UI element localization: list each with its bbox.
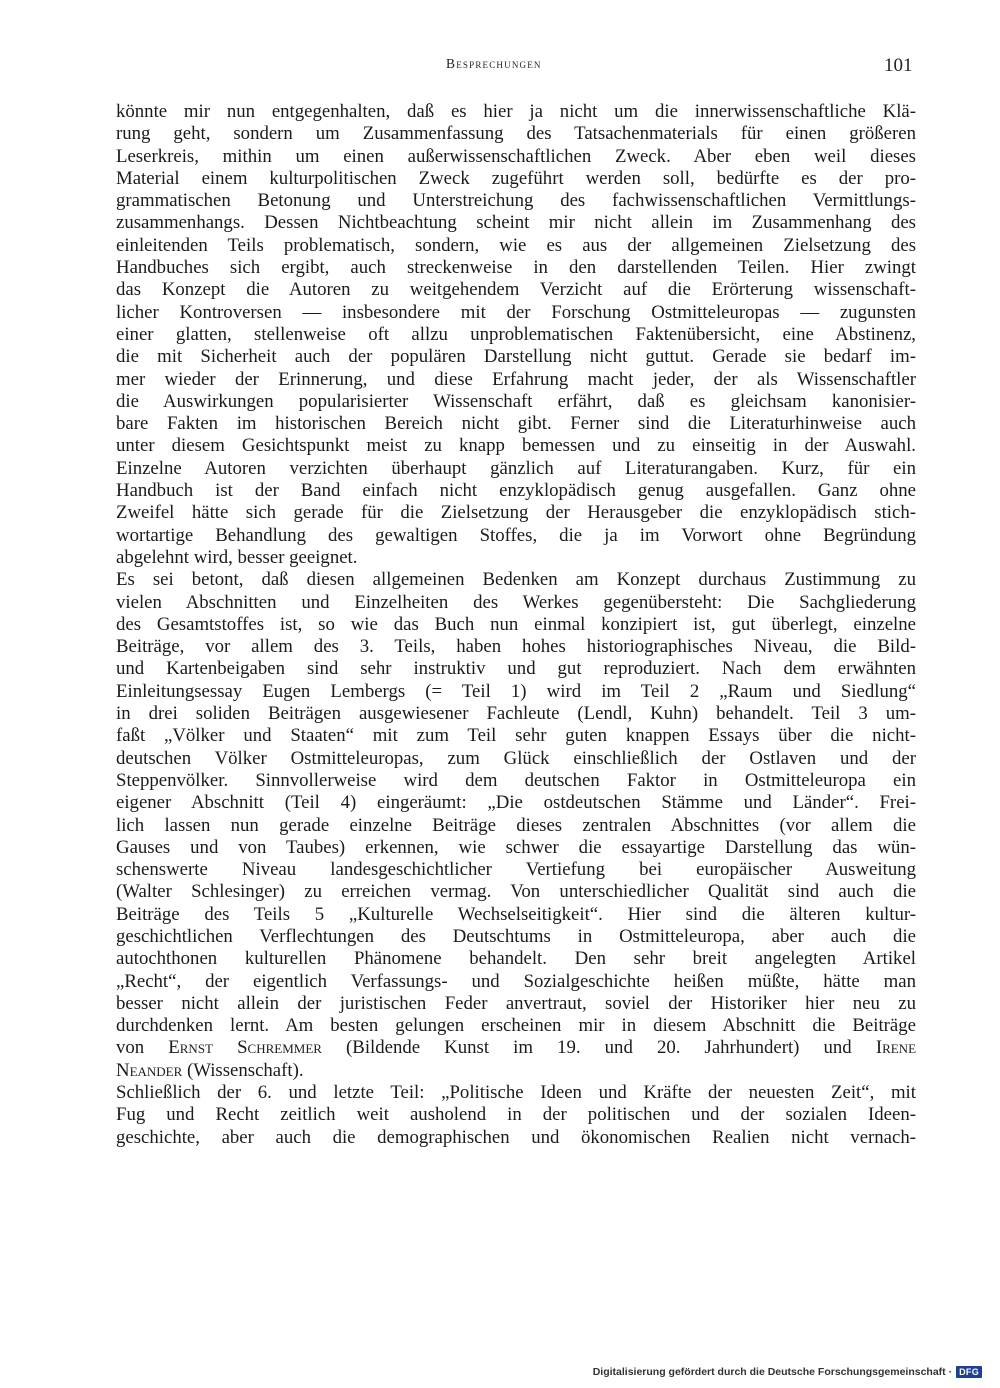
digitization-credit — [593, 1366, 982, 1378]
text-line: des Gesamtstoffes ist, so wie das Buch nun einmal konzipiert ist, gut überlegt, einzelne — [116, 613, 916, 635]
text-line: deutschen Völker Ostmitteleuropas, zum Glück einschließlich der Ostlaven und der — [116, 747, 916, 769]
text-line: die Auswirkungen popularisierter Wissenschaft erfährt, daß es gleichsam kanonisier- — [116, 390, 916, 412]
text-line: schenswerte Niveau landesgeschichtlicher Vertiefung bei europäischer Ausweitung — [116, 859, 916, 881]
text-line: Beiträge des Teils 5 „Kulturelle Wechselseitigkeit“. Hier sind die älteren kultur- — [116, 903, 916, 925]
text-line: Leserkreis, mithin um einen außerwissenschaftlichen Zweck. Aber eben weil dieses — [116, 145, 916, 167]
text-line: Beiträge, vor allem des 3. Teils, haben hohes historiographisches Niveau, die Bild- — [116, 636, 916, 658]
text-line: Einzelne Autoren verzichten überhaupt gänzlich auf Literaturangaben. Kurz, für ein — [116, 457, 916, 479]
text-line: bare Fakten im historischen Bereich nicht gibt. Ferner sind die Literaturhinweise auch — [116, 413, 916, 435]
text-line: zusammenhangs. Dessen Nichtbeachtung scheint mir nicht allein im Zusammenhang des — [116, 212, 916, 234]
text-line: könnte mir nun entgegenhalten, daß es hier ja nicht um die innerwissenschaftliche Klä- — [116, 101, 916, 122]
text-line: durchdenken lernt. Am besten gelungen erscheinen mir in diesem Abschnitt die Beiträge — [116, 1015, 916, 1037]
credit-text: Digitalisierung gefördert durch die Deutsche Forschungsgemeinschaft · — [592, 1366, 953, 1378]
running-head: Besprechungen — [446, 56, 542, 71]
text-line: die mit Sicherheit auch der populären Darstellung nicht guttut. Gerade sie bedarf im- — [116, 346, 916, 368]
text-line: das Konzept die Autoren zu weitgehendem Verzicht auf die Erörterung wissenschaft- — [116, 279, 916, 301]
author-name-neander-first: Irene — [875, 1037, 916, 1059]
text-line: besser nicht allein der juristischen Feder anvertraut, soviel der Historiker hier neu zu — [116, 992, 916, 1014]
text-line: Steppenvölker. Sinnvollerweise wird dem deutschen Faktor in Ostmitteleuropa ein — [116, 769, 916, 791]
text-line: lich lassen nun gerade einzelne Beiträge dieses zentralen Abschnittes (vor allem die — [116, 814, 916, 836]
page-number: 101 — [884, 55, 913, 76]
text-line: einleitenden Teils problematisch, sondern, wie es aus der allgemeinen Zielsetzung des — [116, 234, 916, 256]
text-line: unter diesem Gesichtspunkt meist zu knapp bemessen und zu einseitig in der Auswahl. — [116, 435, 916, 457]
text-line: Handbuch ist der Band einfach nicht enzyklopädisch genug ausgefallen. Ganz ohne — [116, 480, 916, 502]
text-line: einer glatten, stellenweise oft allzu unproblematischen Faktenübersicht, eine Abstinenz, — [116, 323, 916, 345]
text-line: Handbuches sich ergibt, auch streckenweise in den darstellenden Teilen. Hier zwingt — [116, 257, 916, 279]
author-name-schremmer: Ernst Schremmer — [168, 1037, 322, 1059]
text-line: eigener Abschnitt (Teil 4) eingeräumt: „Die ostdeutschen Stämme und Länder“. Frei- — [116, 792, 916, 814]
dfg-logo-icon: DFG — [956, 1366, 982, 1378]
text-line: „Recht“, der eigentlich Verfassungs- und Sozialgeschichte heißen müßte, hätte man — [116, 970, 916, 992]
text-line: wortartige Behandlung des gewaltigen Stoffes, die ja im Vorwort ohne Begründung — [116, 524, 916, 546]
text-line: geschichte, aber auch die demographischen und ökonomischen Realien nicht vernach- — [116, 1126, 916, 1148]
text-line: geschichtlichen Verflechtungen des Deutschtums in Ostmitteleuropa, aber auch die — [116, 925, 916, 947]
text-line: vielen Abschnitten und Einzelheiten des Werkes gegenübersteht: Die Sachgliederung — [116, 591, 916, 613]
text-line: mer wieder der Erinnerung, und diese Erfahrung macht jeder, der als Wissenschaftler — [116, 368, 916, 390]
text-line: Schließlich der 6. und letzte Teil: „Politische Ideen und Kräfte der neuesten Zeit“, mit — [116, 1082, 916, 1104]
text-line: Fug und Recht zeitlich weit ausholend in der politischen und der sozialen Ideen- — [116, 1104, 916, 1126]
text-line: Zweifel hätte sich gerade für die Zielsetzung der Herausgeber die enzyklopädisch stich- — [116, 502, 916, 524]
text-line: in drei soliden Beiträgen ausgewiesener Fachleute (Lendl, Kuhn) behandelt. Teil 3 um- — [116, 703, 916, 725]
text-line: grammatischen Betonung und Unterstreichung des fachwissenschaftlichen Vermittlungs- — [116, 190, 916, 212]
text-line: autochthonen kulturellen Phänomene behandelt. Den sehr breit angelegten Artikel — [116, 948, 916, 970]
text-line: Einleitungsessay Eugen Lembergs (= Teil 1) wird im Teil 2 „Raum und Siedlung“ — [116, 680, 916, 702]
text-span: (Wissenschaft). — [182, 1059, 304, 1081]
text-line: licher Kontroversen — insbesondere mit der Forschung Ostmitteleuropas — zugunsten — [116, 301, 916, 323]
text-line — [116, 1037, 916, 1059]
paragraph-end-line: abgelehnt wird, besser geeignet. — [116, 546, 358, 568]
text-line: Gauses und von Taubes) erkennen, wie schwer die essayartige Darstellung das wün- — [116, 836, 916, 858]
text-line: (Walter Schlesinger) zu erreichen vermag. Von unterschiedlicher Qualität sind auch die — [116, 881, 916, 903]
body-text — [116, 101, 916, 1149]
text-line: faßt „Völker und Staaten“ mit zum Teil sehr guten knappen Essays über die nicht- — [116, 725, 916, 747]
text-span: (Bildende Kunst im 19. und 20. Jahrhundert) und — [321, 1037, 876, 1059]
text-line: Material einem kulturpolitischen Zweck zugeführt werden soll, bedürfte es der pro- — [116, 167, 916, 189]
text-line: rung geht, sondern um Zusammenfassung des Tatsachenmaterials für einen größeren — [116, 123, 916, 145]
author-name-neander-last: Neander — [116, 1059, 183, 1081]
text-line: und Kartenbeigaben sind sehr instruktiv und gut reproduziert. Nach dem erwähnten — [116, 658, 916, 680]
text-span: von — [116, 1037, 169, 1059]
paragraph-end-line — [116, 1060, 916, 1082]
text-line: Es sei betont, daß diesen allgemeinen Bedenken am Konzept durchaus Zustimmung zu — [116, 569, 916, 591]
